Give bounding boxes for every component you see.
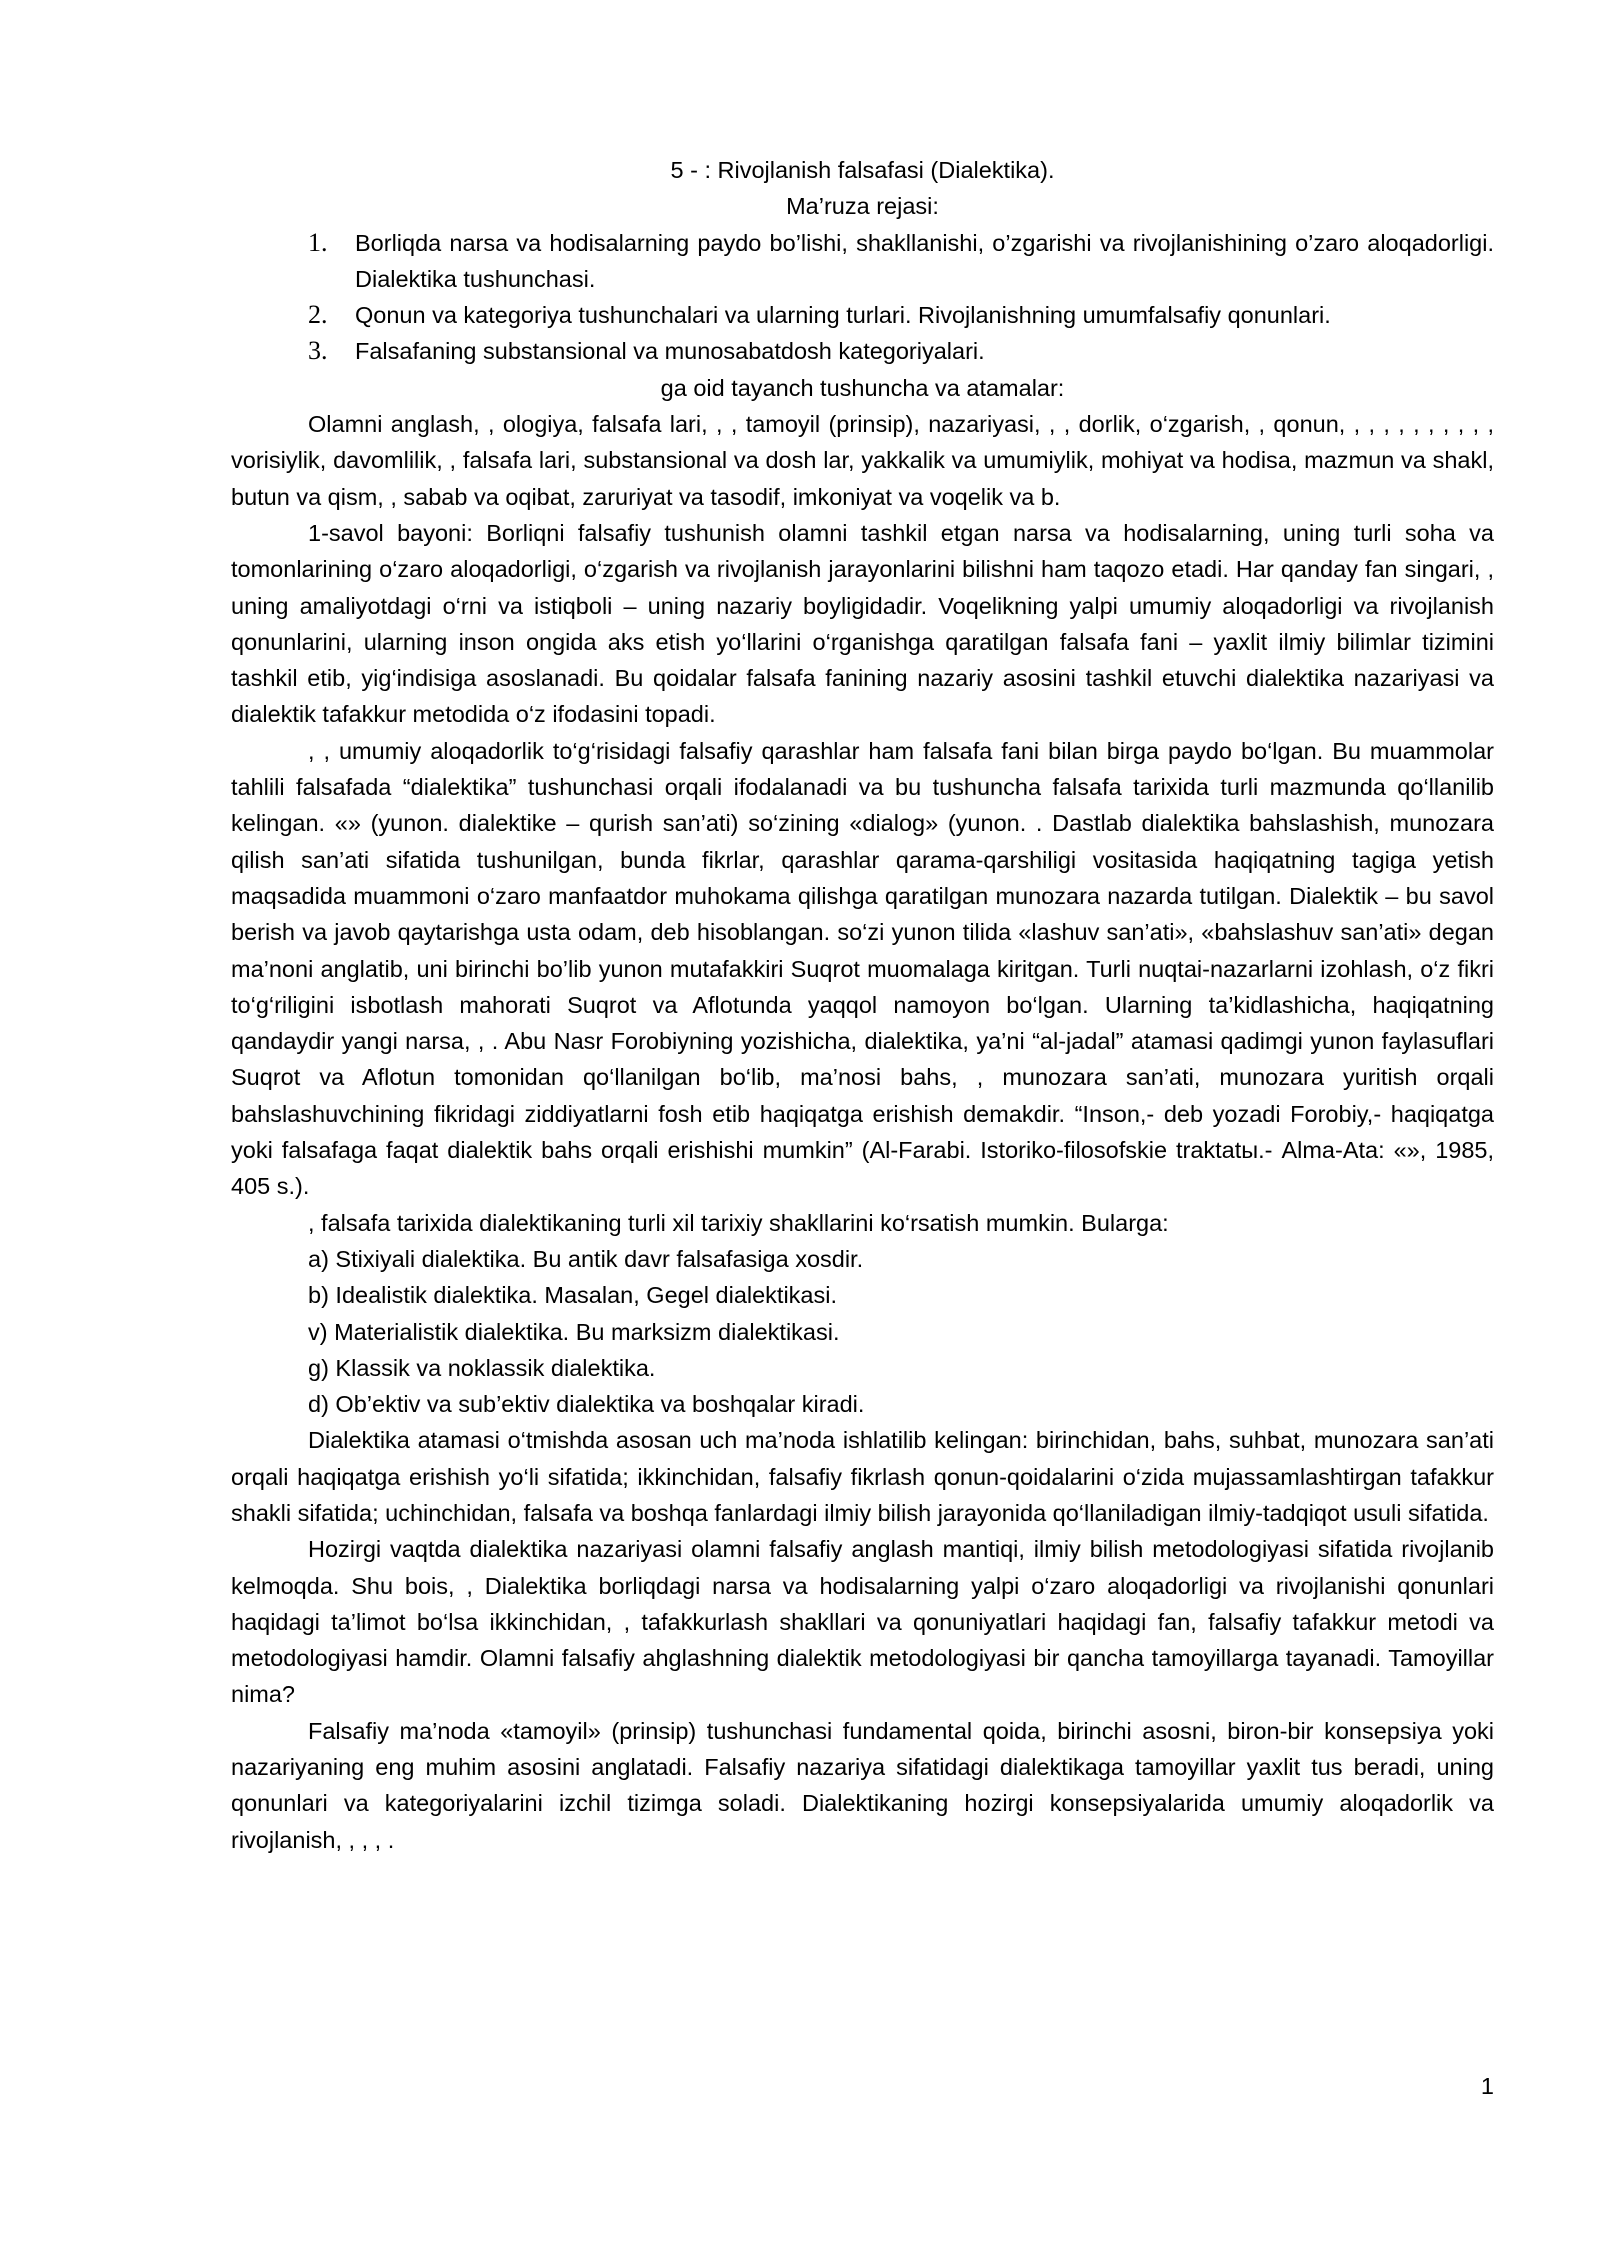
list-item: a) Stixiyali dialektika. Bu antik davr falsafasiga xosdir. <box>308 1245 864 1272</box>
lecture-title: 5 - : Rivojlanish falsafasi (Dialektika). <box>670 157 1055 183</box>
plan-item-text: Borliqda narsa va hodisalarning paydo bo’lishi, shakllanishi, o’zgarishi va rivojlanishining o’zaro aloqadorligi. Dialektika tushunchasi. <box>355 229 1494 292</box>
plan-item-text: Qonun va kategoriya tushunchalari va ularning turlari. Rivojlanishning umumfalsafiy qonunlari. <box>355 302 1331 329</box>
list-item: d) Ob’ektiv va sub’ektiv dialektika va boshqalar kiradi. <box>308 1391 865 1418</box>
plan-item <box>231 225 1494 298</box>
plan-heading: Ma’ruza rejasi: <box>786 193 939 220</box>
list-item: v) Materialistik dialektika. Bu marksizm dialektikasi. <box>308 1318 840 1345</box>
dialectics-history-paragraph: , , umumiy aloqadorlik to‘g‘risidagi falsafiy qarashlar ham falsafa fani bilan birga paydo bo‘lgan. Bu muammolar tahlili falsafada “dialektika” tushunchasi orqali ifodalanadi va bu tushuncha falsafa tarixida turli mazmunda qo‘llanilib kelingan. «» (yunon. dialektike – qurish san’ati) so‘zining «dialog» (yunon. . Dastlab dialektika bahslashish, munozara qilish san’ati sifatida tushunilgan, bunda fikrlar, qarashlar qarama-qarshiligi vositasida haqiqatning tagiga yetish maqsadida muammoni o‘zaro manfaatdor muhokama qilishga qaratilgan munozara nazarda tutilgan. Dialektik – bu savol berish va javob qaytarishga usta odam, deb hisoblangan. so‘zi yunon tilida «lashuv san’ati», «bahslashuv san’ati» degan ma’noni anglatib, uni birinchi bo’lib yunon mutafakkiri Suqrot muomalaga kiritgan. Turli nuqtai-nazarlarni izohlash, o‘z fikri to‘g‘riligini isbotlash mahorati Suqrot va Aflotunda yaqqol namoyon bo‘lgan. Ularning ta’kidlashicha, haqiqatning qandaydir yangi narsa, , . Abu Nasr Forobiyning yozishicha, dialektika, ya’ni “al-jadal” atamasi qadimgi yunon faylasuflari Suqrot va Aflotun tomonidan qo‘llanilgan bo‘lib, ma’nosi bahs, , munozara san’ati, munozara yuritish orqali bahslashuvchining fikridagi ziddiyatlarni fosh etib haqiqatga erishish demakdir. “Inson,- deb yozadi Forobiy,- haqiqatga yoki falsafaga faqat dialektik bahs orqali erishishi mumkin” (Al-Farabi. Istoriko-filosofskie traktatы.- Alma-Ata: «», 1985, 405 s.). <box>231 737 1494 1200</box>
list-item: b) Idealistik dialektika. Masalan, Gegel dialektikasi. <box>308 1282 838 1309</box>
plan-item-number: 2. <box>308 300 328 330</box>
dialectics-meanings-paragraph: Dialektika atamasi o‘tmishda asosan uch ma’noda ishlatilib kelingan: birinchidan, bahs, suhbat, munozara san’ati orqali haqiqatga erishish yo‘li sifatida; ikkinchidan, falsafiy fikrlash qonun-qoidalarini o‘zida mujassamlashtirgan tafakkur shakli sifatida; uchinchidan, falsafa va boshqa fanlardagi ilmiy bilish jarayonida qo‘llaniladigan ilmiy-tadqiqot usuli sifatida. <box>231 1427 1494 1526</box>
question-1-paragraph: 1-savol bayoni: Borliqni falsafiy tushunish olamni tashkil etgan narsa va hodisalarning, uning turli soha va tomonlarining o‘zaro aloqadorligi, o‘zgarish va rivojlanish jarayonlarini bilishni ham taqozo etadi. Har qanday fan singari, , uning amaliyotdagi o‘rni va istiqboli – uning nazariy boyligidadir. Voqelikning yalpi umumiy aloqadorligi va rivojlanish qonunlarini, ularning inson ongida aks etish yo‘llarini o‘rganishga qaratilgan falsafa fani – yaxlit ilmiy bilimlar tizimini tashkil etib, yig‘indisiga asoslanadi. Bu qoidalar falsafa fanining nazariy asosini tashkil etuvchi dialektika nazariyasi va dialektik tafakkur metodida o‘z ifodasini topadi. <box>231 519 1494 728</box>
dialectics-forms-intro: , falsafa tarixida dialektikaning turli xil tarixiy shakllarini ko‘rsatish mumkin. Bularga: <box>308 1209 1169 1236</box>
list-item: g) Klassik va noklassik dialektika. <box>308 1354 656 1381</box>
page-number: 1 <box>1480 2073 1494 2099</box>
document-body <box>231 152 1494 1858</box>
plan-item-number: 3. <box>308 336 328 366</box>
keywords-heading: ga oid tayanch tushuncha va atamalar: <box>660 374 1065 401</box>
plan-item-number: 1. <box>308 227 328 257</box>
principle-paragraph: Falsafiy ma’noda «tamoyil» (prinsip) tushunchasi fundamental qoida, birinchi asosni, biron-bir konsepsiya yoki nazariyaning eng muhim asosini anglatadi. Falsafiy nazariya sifatidagi dialektikaga tamoyillar yaxlit tus beradi, uning qonunlari va kategoriyalarini izchil tizimga soladi. Dialektikaning hozirgi konsepsiyalarida umumiy aloqadorlik va rivojlanish, , , , . <box>231 1717 1494 1853</box>
lecture-plan-list <box>231 225 1494 370</box>
keywords-paragraph: Olamni anglash, , ologiya, falsafa lari, , , tamoyil (prinsip), nazariyasi, , , dorlik, o‘zgarish, , qonun, , , , , , , , , , , vorisiylik, davomlilik, , falsafa lari, substansional va dosh lar, yakkalik va umumiylik, mohiyat va hodisa, mazmun va shakl, butun va qism, , sabab va oqibat, zaruriyat va tasodif, imkoniyat va voqelik va b. <box>231 411 1494 510</box>
dialectics-today-paragraph: Hozirgi vaqtda dialektika nazariyasi olamni falsafiy anglash mantiqi, ilmiy bilish metodologiyasi sifatida rivojlanib kelmoqda. Shu bois, , Dialektika borliqdagi narsa va hodisalarning yalpi o‘zaro aloqadorligi va rivojlanishi qonunlari haqidagi ta’limot bo‘lsa ikkinchidan, , tafakkurlash shakllari va qonuniyatlari haqidagi fan, falsafiy tafakkur metodi va metodologiyasi hamdir. Olamni falsafiy ahglashning dialektik metodologiyasi bir qancha tamoyillarga tayanadi. Tamoyillar nima? <box>231 1536 1494 1708</box>
plan-item-text: Falsafaning substansional va munosabatdosh kategoriyalari. <box>355 338 985 365</box>
plan-item <box>231 297 1494 333</box>
plan-item <box>231 333 1494 369</box>
dialectics-forms-list <box>231 1241 1494 1422</box>
